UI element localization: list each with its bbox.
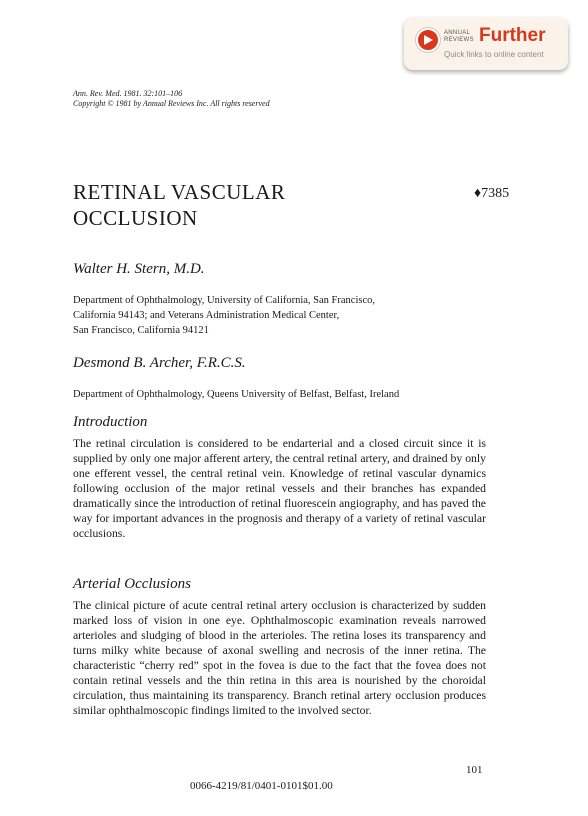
annual-reviews-further-badge[interactable] [404, 18, 568, 70]
author-affiliation-line: Department of Ophthalmology, Queens University of Belfast, Belfast, Ireland [73, 389, 400, 400]
article-title-line-1: RETINAL VASCULAR [73, 180, 286, 204]
section-heading: Arterial Occlusions [73, 576, 191, 592]
author-affiliation-line: California 94143; and Veterans Administration Medical Center, [73, 310, 340, 321]
citation-line: Ann. Rev. Med. 1981. 32:101–106 [73, 89, 183, 98]
page-number: 101 [466, 764, 483, 776]
badge-subtitle: Quick links to online content [444, 50, 544, 59]
author-name: Desmond B. Archer, F.R.C.S. [73, 355, 246, 371]
section-paragraph: The retinal circulation is considered to be endarterial and a closed circuit since it is supplied by only one major afferent artery, the central retinal artery, and drained by only one efferent vessel, the central retinal vein. Knowledge of retinal vascular dynamics following occlusion of the major retinal vessels and their branches has expanded dramatically since the introduction of retinal fluorescein angiography, and has paved the way for important advances in the prognosis and therapy of a variety of retinal vascular occlusions. [73, 437, 486, 540]
badge-brand: Further [479, 25, 546, 46]
author-affiliation-line: San Francisco, California 94121 [73, 325, 209, 336]
reference-number: ♦7385 [474, 186, 510, 201]
section-paragraph: The clinical picture of acute central retinal artery occlusion is characterized by sudden marked loss of vision in one eye. Ophthalmoscopic examination reveals narrowed arterioles and sludging of blood in the arterioles. The retina loses its transparency and turns milky white because of axonal swelling and necrosis of the inner retina. The characteristic “cherry red” spot in the fovea is due to the fact that the fovea does not contain retinal vessels and the thin retina in this area is nourished by the choroidal circulation, thus maintaining its transparency. Branch retinal artery occlusion produces similar ophthalmoscopic findings limited to the involved sector. [73, 599, 486, 717]
badge-publisher: ANNUAL REVIEWS [444, 30, 474, 43]
issn-line: 0066-4219/81/0401-0101$01.00 [190, 780, 333, 792]
play-arrow-icon [416, 28, 440, 52]
section-heading: Introduction [73, 414, 148, 430]
author-affiliation-line: Department of Ophthalmology, University of California, San Francisco, [73, 295, 376, 306]
copyright-line: Copyright © 1981 by Annual Reviews Inc. All rights reserved [73, 99, 270, 108]
article-title-line-2: OCCLUSION [73, 206, 198, 230]
author-name: Walter H. Stern, M.D. [73, 261, 205, 277]
